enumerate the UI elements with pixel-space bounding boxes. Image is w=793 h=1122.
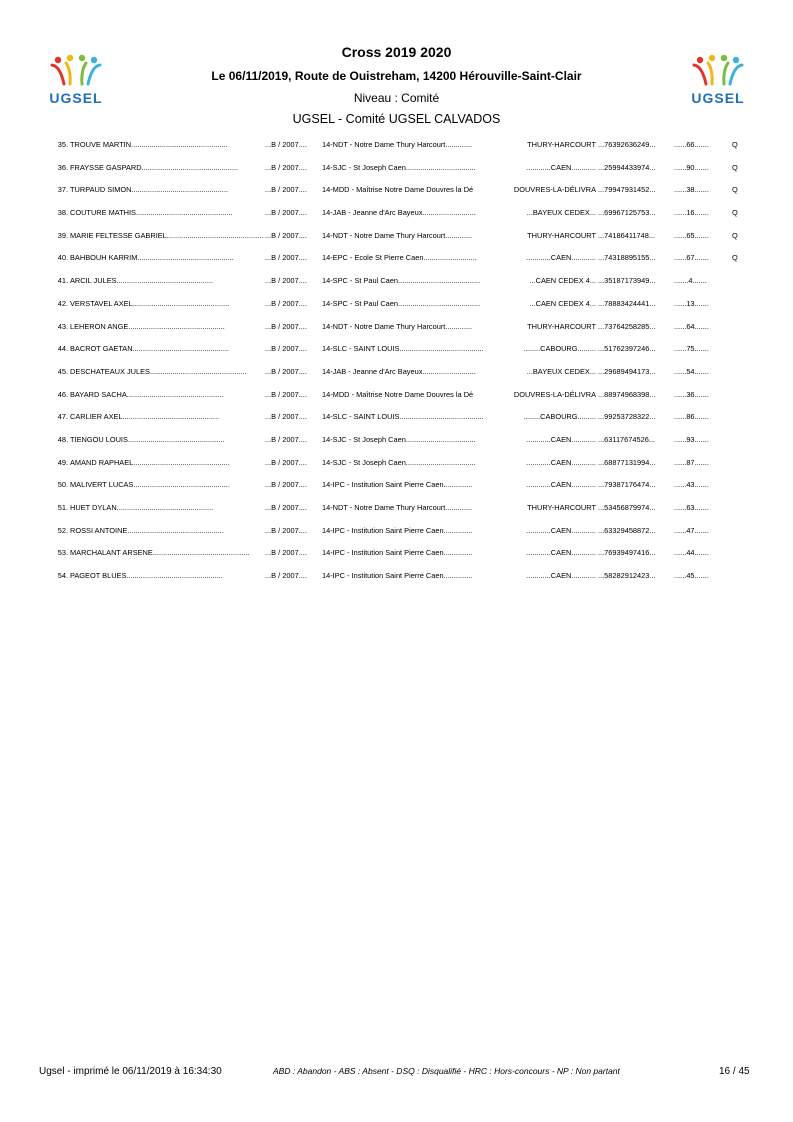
- club-name: 14-JAB - Jeanne d'Arc Bayeux..........................: [322, 208, 476, 218]
- athlete-name: AMAND RAPHAEL...............................................: [70, 457, 230, 467]
- category: ...B / 2007....: [265, 366, 307, 376]
- points: ......16.......: [674, 208, 709, 218]
- result-rank: 44.: [57, 344, 68, 354]
- points: ......54.......: [674, 366, 709, 376]
- club-name: 14-EPC - Ecole St Pierre Caen..........................: [322, 253, 477, 263]
- athlete-name: ARCIL JULES...............................................: [70, 276, 214, 286]
- athlete-name: CARLIER AXEL...............................................: [70, 412, 220, 422]
- athlete-name: VERSTAVEL AXEL...............................................: [70, 298, 230, 308]
- ugsel-logo-left: [44, 54, 108, 106]
- table-row: [0, 247, 793, 270]
- licence-number: ...69967125753...: [598, 208, 656, 218]
- category: ...B / 2007....: [265, 321, 307, 331]
- logo-figure-red: [694, 57, 706, 84]
- table-row: [0, 316, 793, 339]
- points: ......13.......: [674, 298, 709, 308]
- club-name: 14-NDT - Notre Dame Thury Harcourt.............: [322, 230, 473, 240]
- club-name: 14-SLC - SAINT LOUIS.........................................: [322, 412, 484, 422]
- club-city: ............CAEN............: [526, 162, 596, 172]
- table-row: [0, 157, 793, 180]
- table-row: [0, 565, 793, 588]
- licence-number: ...63117674526...: [598, 434, 655, 444]
- qualified-flag: Q: [732, 185, 738, 195]
- table-row: [0, 520, 793, 543]
- result-rank: 38.: [57, 208, 68, 218]
- club-name: 14-JAB - Jeanne d'Arc Bayeux..........................: [322, 366, 476, 376]
- points: ......67.......: [674, 253, 709, 263]
- athlete-name: MARIE FELTESSE GABRIEL...............................................: [70, 230, 263, 240]
- qualified-flag: Q: [732, 253, 738, 263]
- table-row: [0, 179, 793, 202]
- athlete-name: TROUVE MARTIN...............................................: [70, 140, 228, 149]
- category: ...B / 2007....: [265, 298, 307, 308]
- club-city: ...BAYEUX CEDEX...: [526, 208, 596, 218]
- table-row: [0, 134, 793, 157]
- ugsel-figures-icon: [44, 54, 108, 88]
- table-row: [0, 384, 793, 407]
- result-rank: 46.: [57, 389, 68, 399]
- club-city: THURY-HARCOURT: [527, 503, 596, 512]
- logo-figure-red: [52, 57, 64, 84]
- club-name: 14-NDT - Notre Dame Thury Harcourt.............: [322, 503, 473, 512]
- points: ......63.......: [674, 503, 709, 512]
- result-rank: 49.: [57, 457, 68, 467]
- licence-number: ...35187173949...: [598, 276, 656, 286]
- athlete-name: PAGEOT BLUES...............................................: [70, 571, 223, 581]
- club-city: ........CABOURG.........: [523, 412, 596, 422]
- table-row: [0, 429, 793, 452]
- category: ...B / 2007....: [265, 208, 307, 218]
- result-rank: 45.: [57, 366, 68, 376]
- qualified-flag: Q: [732, 140, 738, 149]
- logo-figure-green: [721, 55, 728, 84]
- result-rank: 42.: [57, 298, 68, 308]
- athlete-name: COUTURE MATHIS...............................................: [70, 208, 233, 218]
- category: ...B / 2007....: [265, 185, 307, 195]
- athlete-name: BAHBOUH KARRIM...............................................: [70, 253, 234, 263]
- category: ...B / 2007....: [265, 412, 307, 422]
- result-rank: 41.: [57, 276, 68, 286]
- table-row: [0, 225, 793, 248]
- category: ...B / 2007....: [265, 525, 307, 535]
- logo-wordmark: UGSEL: [691, 90, 745, 106]
- category: ...B / 2007....: [265, 162, 307, 172]
- club-name: 14-SPC - St Paul Caen........................................: [322, 276, 481, 286]
- logo-figure-yellow: [708, 55, 715, 84]
- club-name: 14-SJC - St Joseph Caen..................................: [322, 457, 476, 467]
- result-rank: 39.: [57, 230, 68, 240]
- category: ...B / 2007....: [265, 389, 307, 399]
- category: ...B / 2007....: [265, 571, 307, 581]
- club-city: ...CAEN CEDEX 4...: [529, 298, 596, 308]
- licence-number: ...74186411748...: [598, 230, 655, 240]
- category: ...B / 2007....: [265, 140, 307, 149]
- club-name: 14-IPC - Institution Saint Pierre Caen..............: [322, 571, 473, 581]
- abbreviation-legend: ABD : Abandon - ABS : Absent - DSQ : Disqualifié - HRC : Hors-concours - NP : Non partant: [273, 1066, 620, 1076]
- athlete-name: BAYARD SACHA...............................................: [70, 389, 224, 399]
- table-row: [0, 338, 793, 361]
- result-rank: 36.: [57, 162, 68, 172]
- club-name: 14-NDT - Notre Dame Thury Harcourt.............: [322, 140, 473, 149]
- level-label: Niveau : Comité: [353, 91, 440, 105]
- club-city: ............CAEN............: [526, 548, 596, 558]
- logo-wordmark: UGSEL: [49, 90, 103, 106]
- club-city: ............CAEN............: [526, 434, 596, 444]
- points: ......44.......: [674, 548, 709, 558]
- club-city: ............CAEN............: [526, 457, 596, 467]
- club-city: ...CAEN CEDEX 4...: [529, 276, 596, 286]
- table-row: [0, 474, 793, 497]
- category: ...B / 2007....: [265, 344, 307, 354]
- result-rank: 48.: [57, 434, 68, 444]
- club-city: THURY-HARCOURT: [527, 321, 596, 331]
- club-city: ........CABOURG.........: [523, 344, 596, 354]
- result-rank: 47.: [57, 412, 68, 422]
- table-row: [0, 452, 793, 475]
- athlete-name: DESCHATEAUX JULES...............................................: [70, 366, 247, 376]
- licence-number: ...79947931452...: [598, 185, 656, 195]
- logo-figure-cyan: [88, 57, 100, 84]
- club-name: 14-IPC - Institution Saint Pierre Caen..............: [322, 480, 473, 490]
- licence-number: ...88974968398...: [598, 389, 656, 399]
- category: ...B / 2007....: [265, 548, 307, 558]
- points: ......64.......: [674, 321, 709, 331]
- table-row: [0, 293, 793, 316]
- athlete-name: BACROT GAETAN...............................................: [70, 344, 230, 354]
- licence-number: ...29689494173...: [598, 366, 656, 376]
- points: ......86.......: [674, 412, 709, 422]
- logo-figure-green: [79, 55, 86, 84]
- licence-number: ...25994433974...: [598, 162, 656, 172]
- licence-number: ...74318895155...: [598, 253, 656, 263]
- athlete-name: FRAYSSE GASPARD...............................................: [70, 162, 239, 172]
- logo-figure-cyan: [730, 57, 742, 84]
- athlete-name: ROSSI ANTOINE...............................................: [70, 525, 224, 535]
- club-name: 14-MDD - Maîtrise Notre Dame Douvres la Dé: [322, 389, 474, 399]
- athlete-name: LEHERON ANGE...............................................: [70, 321, 225, 331]
- points: ......87.......: [674, 457, 709, 467]
- points: ......38.......: [674, 185, 709, 195]
- club-name: 14-SJC - St Joseph Caen..................................: [322, 162, 476, 172]
- club-name: 14-MDD - Maîtrise Notre Dame Douvres la Dé: [322, 185, 474, 195]
- athlete-name: MARCHALANT ARSENE...............................................: [70, 548, 250, 558]
- qualified-flag: Q: [732, 208, 738, 218]
- club-name: 14-SLC - SAINT LOUIS.........................................: [322, 344, 484, 354]
- category: ...B / 2007....: [265, 276, 307, 286]
- table-row: [0, 270, 793, 293]
- category: ...B / 2007....: [265, 230, 307, 240]
- licence-number: ...68877131994...: [598, 457, 656, 467]
- category: ...B / 2007....: [265, 503, 307, 512]
- page-title: Cross 2019 2020: [341, 44, 452, 60]
- points: ......45.......: [674, 571, 709, 581]
- table-row: [0, 406, 793, 429]
- club-city: ............CAEN............: [526, 571, 596, 581]
- points: .......4.......: [674, 276, 707, 286]
- athlete-name: TIENGOU LOUIS...............................................: [70, 434, 225, 444]
- points: ......75.......: [674, 344, 709, 354]
- athlete-name: HUET DYLAN...............................................: [70, 503, 214, 512]
- athlete-name: MALIVERT LUCAS...............................................: [70, 480, 230, 490]
- licence-number: ...58282912423...: [598, 571, 656, 581]
- logo-figure-yellow: [66, 55, 73, 84]
- event-date-location: Le 06/11/2019, Route de Ouistreham, 14200 Hérouville-Saint-Clair: [211, 69, 582, 83]
- result-rank: 51.: [57, 503, 68, 512]
- club-city: ............CAEN............: [526, 480, 596, 490]
- licence-number: ...51762397246...: [598, 344, 656, 354]
- club-name: 14-IPC - Institution Saint Pierre Caen..............: [322, 525, 473, 535]
- points: ......66.......: [674, 140, 709, 149]
- table-row: [0, 497, 793, 520]
- points: ......93.......: [674, 434, 709, 444]
- result-rank: 50.: [57, 480, 68, 490]
- licence-number: ...63329458872...: [598, 525, 656, 535]
- licence-number: ...73764258285...: [598, 321, 656, 331]
- club-city: ...BAYEUX CEDEX...: [526, 366, 596, 376]
- club-name: 14-IPC - Institution Saint Pierre Caen..............: [322, 548, 473, 558]
- result-rank: 40.: [57, 253, 68, 263]
- points: ......47.......: [674, 525, 709, 535]
- table-row: [0, 202, 793, 225]
- category: ...B / 2007....: [265, 434, 307, 444]
- table-row: [0, 361, 793, 384]
- club-city: DOUVRES-LA-DÉLIVRA: [513, 185, 596, 195]
- table-row: [0, 542, 793, 565]
- club-name: 14-SJC - St Joseph Caen..................................: [322, 434, 476, 444]
- result-rank: 35.: [57, 140, 68, 149]
- category: ...B / 2007....: [265, 457, 307, 467]
- ugsel-figures-icon: [686, 54, 750, 88]
- page-number: 16 / 45: [719, 1066, 750, 1077]
- print-timestamp: Ugsel - imprimé le 06/11/2019 à 16:34:30: [39, 1066, 222, 1077]
- licence-number: ...76392636249...: [598, 140, 656, 149]
- club-city: ............CAEN............: [526, 253, 596, 263]
- points: ......36.......: [674, 389, 709, 399]
- category: ...B / 2007....: [265, 253, 307, 263]
- club-city: THURY-HARCOURT: [527, 230, 596, 240]
- club-city: THURY-HARCOURT: [527, 140, 596, 149]
- club-city: ............CAEN............: [526, 525, 596, 535]
- licence-number: ...79387176474...: [598, 480, 656, 490]
- licence-number: ...78883424441...: [598, 298, 656, 308]
- club-name: 14-SPC - St Paul Caen........................................: [322, 298, 481, 308]
- ugsel-logo-right: [686, 54, 750, 106]
- result-rank: 52.: [57, 525, 68, 535]
- result-rank: 53.: [57, 548, 68, 558]
- athlete-name: TURPAUD SIMON...............................................: [70, 185, 228, 195]
- club-name: 14-NDT - Notre Dame Thury Harcourt.............: [322, 321, 473, 331]
- qualified-flag: Q: [732, 162, 738, 172]
- licence-number: ...53456879974...: [598, 503, 656, 512]
- result-rank: 37.: [57, 185, 68, 195]
- licence-number: ...99253728322...: [598, 412, 656, 422]
- points: ......90.......: [674, 162, 709, 172]
- committee-label: UGSEL - Comité UGSEL CALVADOS: [292, 112, 501, 126]
- club-city: DOUVRES-LA-DÉLIVRA: [513, 389, 596, 399]
- result-rank: 43.: [57, 321, 68, 331]
- licence-number: ...76939497416...: [598, 548, 656, 558]
- result-rank: 54.: [57, 571, 68, 581]
- qualified-flag: Q: [732, 230, 738, 240]
- results-list: [0, 134, 793, 588]
- points: ......43.......: [674, 480, 709, 490]
- points: ......65.......: [674, 230, 709, 240]
- category: ...B / 2007....: [265, 480, 307, 490]
